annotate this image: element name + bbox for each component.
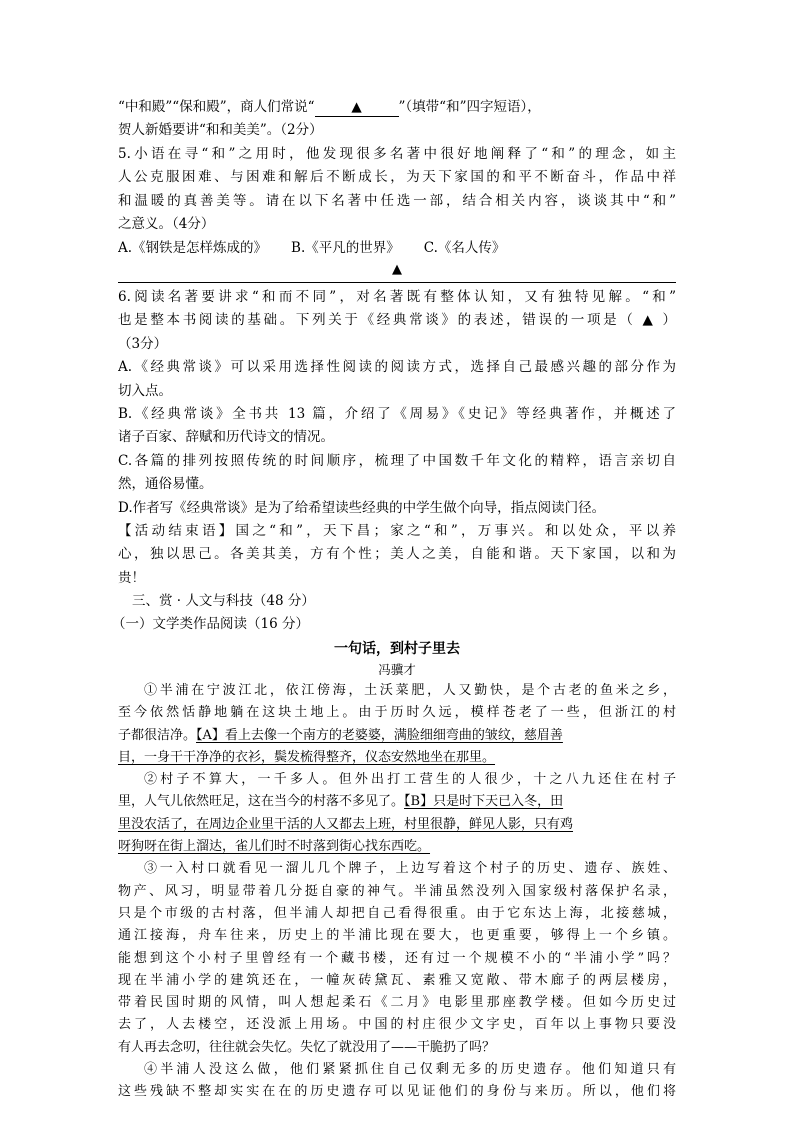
q5-line: 人公克服困难、与困难和解后不断成长，为天下家国的和平不断奋斗，作品中祥 [118,169,676,186]
text-line: ①半浦在宁波江北，依江傍海，土沃菜肥，人又勤快，是个古老的鱼米之乡， [144,683,676,698]
q6-option-b-line[interactable]: B.《经典常谈》全书共 13 篇，介绍了《周易》《史记》等经典著作，并概述了 [118,405,676,422]
triangle-marker-icon: ▲ [351,99,362,115]
q6-option-c-line[interactable]: C.各篇的排列按照传统的时间顺序，梳理了中国数千年文化的精粹，语言亲切自 [118,452,676,469]
text-line [118,725,676,747]
q4-line-2: 贺人新婚要讲“和和美美”。（2分） [118,122,323,139]
paragraph-4 [118,1059,676,1104]
q4-text-b: ”（填带“和”四字短语）， [398,99,541,115]
option-a[interactable]: A.《钢铁是怎样炼成的》 [118,239,268,256]
text-line [118,814,676,836]
q6-line: 也是整本书阅读的基础。下列关于《经典常谈》的表述，错误的一项是（ ▲ ） [118,312,676,329]
activity-closing [118,520,676,590]
text-line: 能想到这个小村子里曾经有一个藏书楼，还有过一个规模不小的“半浦小学”吗？ [118,950,676,966]
article-author: 冯骥才 [378,662,416,677]
answer-blank[interactable] [315,98,399,117]
text-line [118,747,676,769]
text-line: 现在半浦小学的建筑还在，一幢灰砖黛瓦、素雅又宽敞、带木廊子的两层楼房， [118,972,676,988]
closing-line: 心，独以思己。各美其美，方有个性；美人之美，自能和谐。天下家国，以和为 [118,546,676,563]
option-b[interactable]: B.《平凡的世界》 [291,239,400,256]
q6-line: 6.阅读名著要讲求“和而不同”，对名著既有整体认知，又有独特见解。“和” [118,289,676,305]
q6-option-a-line[interactable]: 切入点。 [118,382,172,399]
triangle-marker-icon: ▲ [392,261,402,277]
paragraph-2 [118,769,676,858]
text-span: 子都很洁净。 [118,727,197,743]
q6-option-d-line[interactable]: D.作者写《经典常谈》是为了给希望读些经典的中学生做个向导，指点阅读门径。 [118,499,606,516]
text-line: ④半浦人没这么做，他们紧紧抓住自己仅剩无多的历史遗存。他们知道只有 [144,1062,676,1078]
text-line [118,791,676,813]
q6-line: （3分） [118,335,168,352]
text-line: 物产、风习，明显带着几分挺自豪的神气。半浦虽然没列入国家级村落保护名录， [118,883,676,899]
text-span: 里，人气儿依然旺足，这在当今的村落不多见了。 [118,794,405,810]
text-line: 去了，人去楼空，还没派上用场。中国的村庄很少文字史，百年以上事物只要没 [118,1017,676,1033]
q6-option-a-line[interactable]: A.《经典常谈》可以采用选择性阅读的阅读方式，选择自己最感兴趣的部分作为 [118,359,676,376]
question-4-tail [118,96,676,143]
q5-answer-line[interactable] [118,260,676,286]
underlined-passage-b: 里没农活了，在周边企业里干活的人又都去上班，村里很静，鲜见人影，只有鸡 [118,816,574,832]
underlined-passage-a: 【A】看上去像一个南方的老婆婆，满脸细细弯曲的皱纹，慈眉善 [196,727,563,743]
q5-line: 之意义。（4分） [118,216,215,233]
option-c[interactable]: C.《名人传》 [423,239,506,256]
q4-line-1 [118,96,676,119]
text-line: 有人再去念叨，往往就会失忆。失忆了就没用了——干脆扔了吗？ [118,1039,496,1055]
q4-text-a: “中和殿”“保和殿”，商人们常说“ [118,99,315,115]
article-title: 一句话，到村子里去 [334,641,460,657]
question-5 [118,143,676,286]
text-line: ②村子不算大，一千多人。但外出打工营生的人很少，十之八九还住在村子 [144,772,676,788]
underlined-passage-b: 呀狗呀在街上溜达，雀儿们时不时落到街心找东西吃。 [118,839,431,855]
question-6 [118,286,676,520]
article [118,638,676,1104]
paragraph-1 [118,680,676,769]
underlined-passage-a: 目，一身干干净净的衣衫，鬓发梳得整齐，仪态安然地坐在那里。 [118,749,496,765]
underlined-passage-b: 【B】只是时下天已入冬，田 [404,794,564,810]
sub-heading: （一）文学类作品阅读（16 分） [112,616,309,633]
q5-line: 和温暖的真善美等。请在以下名著中任选一部，结合相关内容，谈谈其中“和” [118,192,676,209]
text-line [118,836,676,858]
text-line: 通江接海，舟车往来，历史上的半浦比现在要大，也更重要，够得上一个乡镇。 [118,928,676,944]
closing-line: 贵！ [118,569,145,586]
text-line: 带着民国时期的风情，叫人想起柔石《二月》电影里那座教学楼。但如今历史过 [118,995,676,1011]
closing-line: 【活动结束语】国之“和”，天下昌；家之“和”，万事兴。和以处众，平以养 [118,523,676,539]
section-heading: 三、赏 · 人文与科技（48 分） [132,593,315,609]
q5-options [118,237,676,260]
q6-option-b-line[interactable]: 诸子百家、辞赋和历代诗文的情况。 [118,429,334,446]
text-line: 至今依然恬静地躺在这块土地上。由于历时久远，模样苍老了一些，但浙江的村 [118,705,676,721]
q6-option-c-line[interactable]: 然，通俗易懂。 [118,476,213,493]
text-line: 只是个市级的古村落，但半浦人却把自己看得很重。由于它东达上海，北接慈城， [118,905,676,921]
section-3 [112,590,676,637]
q5-line: 5.小语在寻“和”之用时，他发现很多名著中很好地阐释了“和”的理念，如主 [118,146,676,162]
text-line: 这些残缺不整却实实在在的历史遗存可以见证他们的身份与来历。所以，他们将 [118,1084,676,1100]
text-line: ③一入村口就看见一溜儿几个牌子，上边写着这个村子的历史、遗存、族姓、 [144,861,676,877]
paragraph-3 [118,858,676,1059]
answer-rule [118,282,676,283]
